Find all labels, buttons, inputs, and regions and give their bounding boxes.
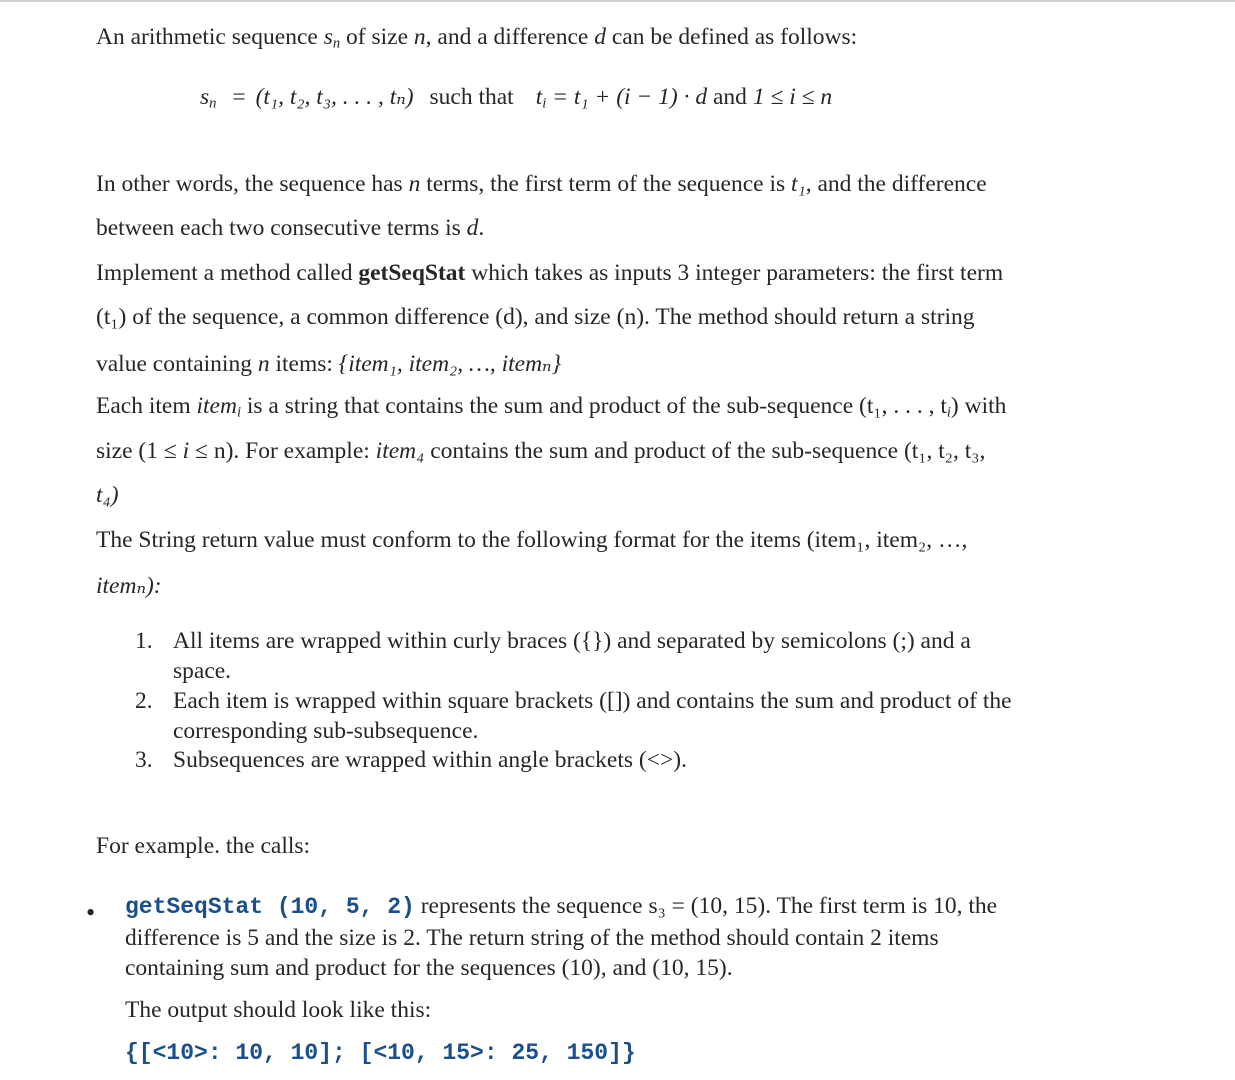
formula-lhs-sub: n	[209, 95, 217, 112]
formula-equals: =	[232, 84, 246, 110]
text: represents the sequence s₃ = (10, 15). The first term is 10, the	[414, 893, 998, 919]
example-output-code: {[<10>: 10, 10]; [<10, 15>: 25, 150]}	[125, 1040, 636, 1066]
example-call-code: getSeqStat (10, 5, 2)	[125, 894, 415, 920]
intro-text: of size	[340, 24, 414, 50]
var-n: n	[257, 351, 270, 377]
var-item4: item₄	[375, 438, 425, 464]
para-other-words-line1	[96, 171, 987, 198]
list-item	[135, 747, 687, 774]
text: ≤ n). For example:	[189, 438, 376, 464]
para-implement-line1	[96, 260, 1003, 287]
var-s-sub: n	[332, 35, 341, 52]
formula-and: and	[707, 84, 753, 110]
var-n: n	[413, 24, 426, 50]
text: value containing	[96, 351, 258, 377]
var-item-i: item	[196, 393, 237, 419]
text: ) with	[950, 393, 1007, 419]
text: Each item	[96, 393, 197, 419]
var-t1: t₁	[791, 171, 806, 197]
text: containing sum and product for the sequences (10), and (10, 15).	[125, 955, 733, 981]
var-n: n	[408, 171, 421, 197]
list-text: Subsequences are wrapped within angle brackets (<>).	[173, 747, 687, 773]
intro-text: , and a difference	[425, 24, 595, 50]
output-label	[125, 997, 431, 1024]
page-top-border	[0, 0, 1235, 2]
text: between each two consecutive terms is	[96, 215, 467, 241]
list-text: corresponding sub-subsequence.	[173, 718, 479, 744]
text: .	[478, 215, 485, 241]
para-implement-line3	[96, 349, 561, 378]
example-heading	[96, 833, 310, 860]
text: The String return value must conform to the following format for the items (item₁, item₂, …,	[96, 527, 968, 553]
text: The output should look like this:	[125, 997, 432, 1023]
formula-tuple: (t₁, t₂, t₃, . . . , tₙ)	[255, 84, 414, 110]
text: Implement a method called	[96, 260, 359, 286]
formula-rule: = t₁ + (i − 1) · d	[546, 84, 708, 110]
var-i: i	[182, 438, 190, 464]
text: , and the difference	[805, 171, 987, 197]
intro-line	[96, 24, 857, 51]
para-format-line2	[96, 571, 162, 600]
definition-formula	[200, 82, 832, 111]
text: difference is 5 and the size is 2. The return string of the method should contain 2 items	[125, 925, 939, 951]
list-item	[135, 688, 1012, 715]
text: (t₁) of the sequence, a common difference (d), and size (n). The method should return a string	[96, 304, 975, 330]
example-desc-line2	[125, 925, 939, 952]
formula-such-that: such that	[429, 84, 514, 110]
var-d: d	[594, 24, 606, 50]
formula-rule-sub: i	[542, 95, 547, 112]
para-each-item-line3	[96, 482, 119, 509]
list-number: 1.	[135, 628, 153, 654]
list-item-continuation	[173, 718, 478, 745]
text: For example. the calls:	[96, 833, 311, 859]
list-number: 3.	[135, 747, 153, 773]
formula-range: 1 ≤ i ≤ n	[752, 84, 833, 110]
para-format-line1	[96, 527, 967, 554]
text: size (1 ≤	[96, 438, 183, 464]
list-text: All items are wrapped within curly braces ({}) and separated by semicolons (;) and a	[173, 628, 971, 654]
list-text: Each item is wrapped within square brackets ([]) and contains the sum and product of the	[173, 688, 1012, 714]
para-other-words-line2	[96, 215, 484, 242]
text: items:	[269, 351, 339, 377]
var-d: d	[466, 215, 479, 241]
intro-text: can be defined as follows:	[605, 24, 858, 50]
para-each-item-line2	[96, 438, 985, 465]
text: is a string that contains the sum and product of the sub-sequence (t₁, . . . , t	[241, 393, 947, 419]
formula-lhs: s	[200, 84, 210, 110]
text: In other words, the sequence has	[96, 171, 409, 197]
text: terms, the first term of the sequence is	[420, 171, 792, 197]
list-number: 2.	[135, 688, 153, 714]
items-set: {item₁, item₂, …, itemₙ}	[338, 351, 561, 377]
bullet-icon: •	[86, 898, 96, 927]
list-text: space.	[173, 658, 232, 684]
var-ti-sub: i	[946, 404, 951, 421]
list-item-continuation	[173, 658, 231, 685]
example-desc-line1	[125, 893, 997, 920]
intro-text: An arithmetic sequence	[96, 24, 324, 50]
para-each-item-line1	[96, 393, 1006, 420]
text: itemₙ):	[96, 573, 162, 599]
para-implement-line2	[96, 304, 975, 331]
var-s: s	[323, 24, 333, 50]
method-name: getSeqStat	[358, 260, 466, 286]
text: contains the sum and product of the sub-sequence (t₁, t₂, t₃,	[424, 438, 986, 464]
var-item-i-sub: i	[236, 404, 241, 421]
formula-rule: t	[535, 84, 543, 110]
list-item	[135, 628, 971, 655]
text: which takes as inputs 3 integer parameters: the first term	[465, 260, 1004, 286]
example-desc-line3	[125, 955, 733, 982]
text: t₄)	[96, 482, 119, 508]
